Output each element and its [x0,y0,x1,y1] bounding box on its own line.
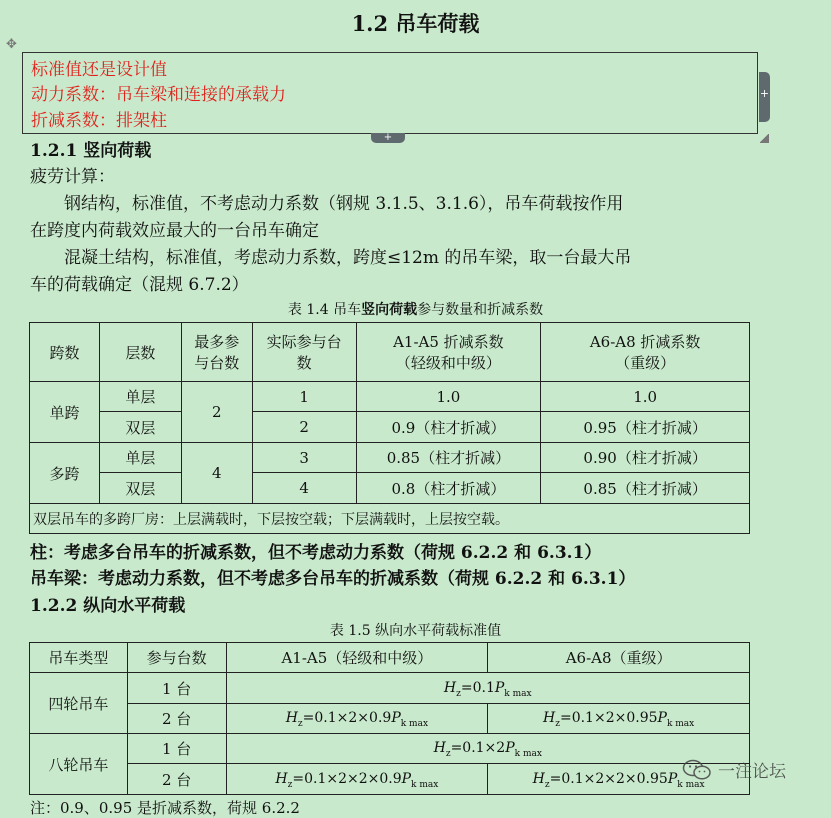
expand-right-icon[interactable]: + [759,72,770,122]
steel-paragraph-line1: 钢结构，标准值，不考虑动力系数（钢规 3.1.5、3.1.6），吊车荷载按作用 [64,194,624,214]
header-a1-a5: A1-A5 折减系数 （轻级和中级） [356,323,541,382]
actual-cell: 1 [252,382,356,412]
count-cell: 1 台 [127,734,226,764]
crane-beam-note: 吊车梁：考虑动力系数，但不考虑多台吊车的折减系数（荷规 6.2.2 和 6.3.1） [30,569,636,589]
count-cell: 2 台 [127,764,226,795]
comment-textbox[interactable] [22,52,758,134]
table-row [30,764,750,795]
header-max: 最多参 与台数 [181,323,252,382]
a6-cell: 1.0 [541,382,750,412]
header-actual: 实际参与台 数 [252,323,356,382]
table-row [30,443,750,473]
formula-cell: $H_z=0.1\times 2\times 2\times 0.95P_{k max}$ [488,764,750,795]
span-cell: 多跨 [30,443,100,504]
header-floors: 层数 [99,323,181,382]
formula-cell: $H_z=0.1\times 2P_{k max}$ [226,734,749,764]
vertical-load-table [29,322,750,534]
header-a1-a5: A1-A5（轻级和中级） [226,643,488,673]
count-cell: 2 台 [127,704,226,734]
header-a6-a8: A6-A8 折减系数 （重级） [541,323,750,382]
watermark-text: 一注论坛 [718,762,786,782]
a1-cell: 0.8（柱才折减） [356,473,541,504]
formula-cell: $H_z=0.1P_{k max}$ [226,673,749,704]
table-footnote: 双层吊车的多跨厂房：上层满载时，下层按空载；下层满载时，上层按空载。 [30,504,750,534]
floor-cell: 双层 [99,473,181,504]
table-header-row [30,323,750,382]
move-icon[interactable]: ✥ [6,37,17,52]
crane-type-cell: 八轮吊车 [30,734,128,795]
table1-caption: 表 1.4 吊车竖向荷载参与数量和折减系数 [287,302,544,318]
watermark [682,757,786,782]
header-a6-a8: A6-A8（重级） [488,643,750,673]
actual-cell: 3 [252,443,356,473]
header-span: 跨数 [30,323,100,382]
a6-cell: 0.95（柱才折减） [541,412,750,443]
crane-type-cell: 四轮吊车 [30,673,128,734]
section-heading-1-2-1: 1.2.1 竖向荷载 [30,141,152,161]
concrete-paragraph-line2: 车的荷载确定（混规 6.7.2） [30,275,249,295]
count-cell: 1 台 [127,673,226,704]
horizontal-load-table [29,642,750,795]
comment-line-1: 标准值还是设计值 [31,60,167,80]
section-heading-1-2-2: 1.2.2 纵向水平荷载 [30,596,186,616]
table-footnote-row [30,504,750,534]
a1-cell: 0.85（柱才折减） [356,443,541,473]
table-row [30,734,750,764]
table-row [30,412,750,443]
floor-cell: 双层 [99,412,181,443]
fatigue-label: 疲劳计算： [30,167,115,187]
a1-cell: 0.9（柱才折减） [356,412,541,443]
comment-line-3: 折减系数：排架柱 [31,111,167,131]
formula-cell: $H_z=0.1\times 2\times 2\times 0.9P_{k max}$ [226,764,488,795]
comment-line-2: 动力系数：吊车梁和连接的承载力 [31,85,286,105]
header-crane-type: 吊车类型 [30,643,128,673]
table-row [30,673,750,704]
a6-cell: 0.85（柱才折减） [541,473,750,504]
table-header-row [30,643,750,673]
wechat-icon [682,759,712,781]
span-cell: 单跨 [30,382,100,443]
actual-cell: 4 [252,473,356,504]
a6-cell: 0.90（柱才折减） [541,443,750,473]
resize-handle-icon[interactable] [760,134,769,143]
header-count: 参与台数 [127,643,226,673]
floor-cell: 单层 [99,382,181,412]
table-row [30,704,750,734]
steel-paragraph-line2: 在跨度内荷载效应最大的一台吊车确定 [30,221,319,241]
concrete-paragraph-line1: 混凝土结构，标准值，考虑动力系数，跨度≤12m 的吊车梁，取一台最大吊 [64,248,632,268]
formula-cell: $H_z=0.1\times 2\times 0.95P_{k max}$ [488,704,750,734]
table-row [30,382,750,412]
a1-cell: 1.0 [356,382,541,412]
actual-cell: 2 [252,412,356,443]
max-cell: 4 [181,443,252,504]
page-title: 1.2 吊车荷载 [351,11,480,36]
table2-caption: 表 1.5 纵向水平荷载标准值 [329,623,502,639]
max-cell: 2 [181,382,252,443]
formula-cell: $H_z=0.1\times 2\times 0.9P_{k max}$ [226,704,488,734]
expand-down-icon[interactable]: + [371,133,405,143]
column-note: 柱：考虑多台吊车的折减系数，但不考虑动力系数（荷规 6.2.2 和 6.3.1） [30,543,602,563]
cutoff-note: 注：0.9、0.95 是折减系数，荷规 6.2.2 [30,799,300,817]
floor-cell: 单层 [99,443,181,473]
table-row [30,473,750,504]
